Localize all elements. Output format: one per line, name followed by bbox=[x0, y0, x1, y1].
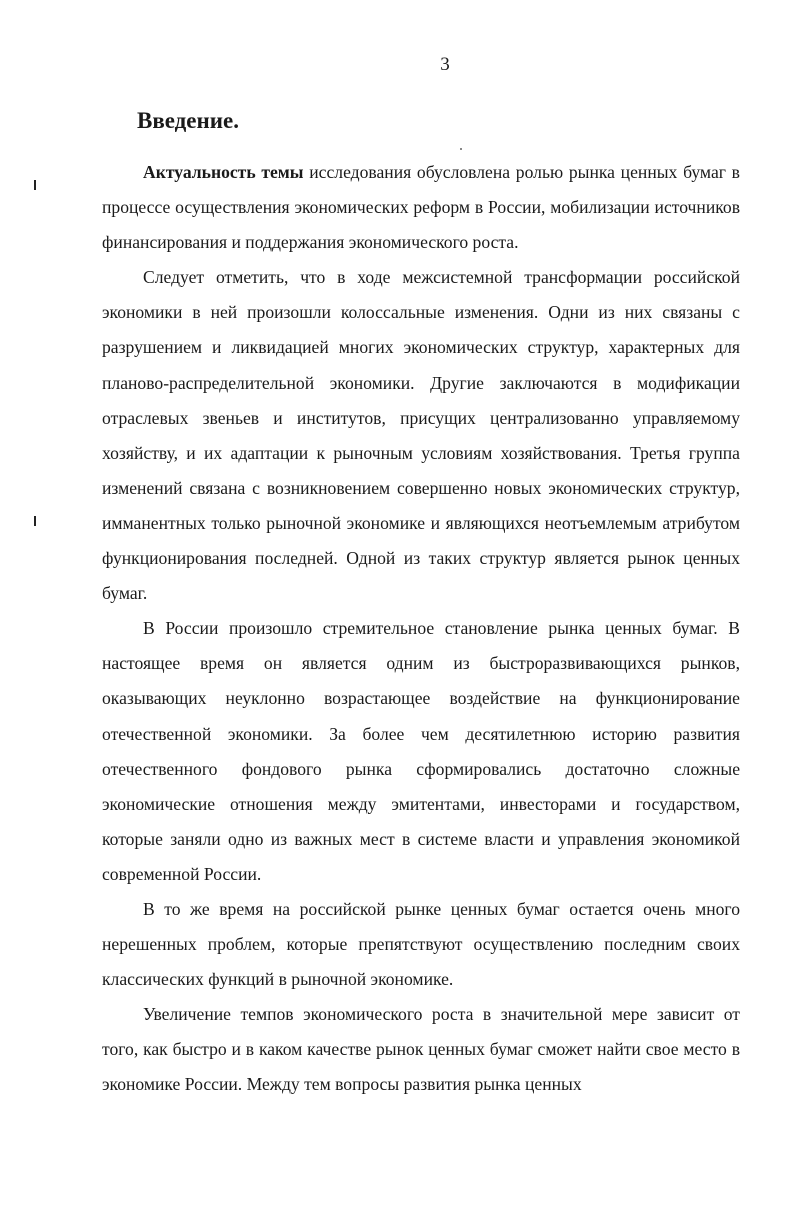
paragraph-text: В то же время на российской рынке ценных бумаг остается очень много нерешенных проблем, которые препятствуют осуществлению последним своих классических функций в рыночной экономике. bbox=[102, 898, 740, 990]
scan-mark bbox=[34, 516, 36, 526]
scan-speck bbox=[460, 148, 462, 150]
paragraph bbox=[102, 892, 740, 997]
paragraph bbox=[102, 155, 740, 260]
paragraph-text: В России произошло стремительное становление рынка ценных бумаг. В настоящее время он является одним из быстроразвивающихся рынков, оказывающих неуклонно возрастающее воздействие на функционирование отечественной экономики. За более чем десятилетнюю историю развития отечественного фондового рынка сформировались достаточно сложные экономические отношения между эмитентами, инвесторами и государством, которые заняли одно из важных мест в системе власти и управления экономикой современной России. bbox=[102, 618, 740, 884]
body-text bbox=[102, 155, 740, 1103]
page-number: 3 bbox=[440, 54, 450, 75]
paragraph bbox=[102, 260, 740, 611]
paragraph-text: Следует отметить, что в ходе межсистемной трансформации российской экономики в ней произошли колоссальные изменения. Одни из них связаны с разрушением и ликвидацией многих экономических структур, характерных для планово-распределительной экономики. Другие заключаются в модификации отраслевых звеньев и институтов, присущих централизованно управляемому хозяйству, и их адаптации к рыночным условиям хозяйствования. Третья группа изменений связана с возникновением совершенно новых экономических структур, имманентных только рыночной экономике и являющихся неотъемлемым атрибутом функционирования последней. Одной из таких структур является рынок ценных бумаг. bbox=[102, 267, 740, 604]
paragraph bbox=[102, 611, 740, 892]
scan-mark bbox=[34, 180, 36, 190]
section-title: Введение. bbox=[137, 108, 239, 133]
paragraph-text: Увеличение темпов экономического роста в значительной мере зависит от того, как быстро и в каком качестве рынок ценных бумаг сможет найти свое место в экономике России. Между тем вопросы развития рынка ценных bbox=[102, 1004, 740, 1095]
paragraph-lead: Актуальность темы bbox=[143, 162, 304, 182]
paragraph bbox=[102, 997, 740, 1102]
paragraph-text: исследования обусловлена ролью рынка ценных бумаг в процессе осуществления экономических реформ в России, мобилизации источников финансирования и поддержания экономического роста. bbox=[102, 162, 740, 253]
